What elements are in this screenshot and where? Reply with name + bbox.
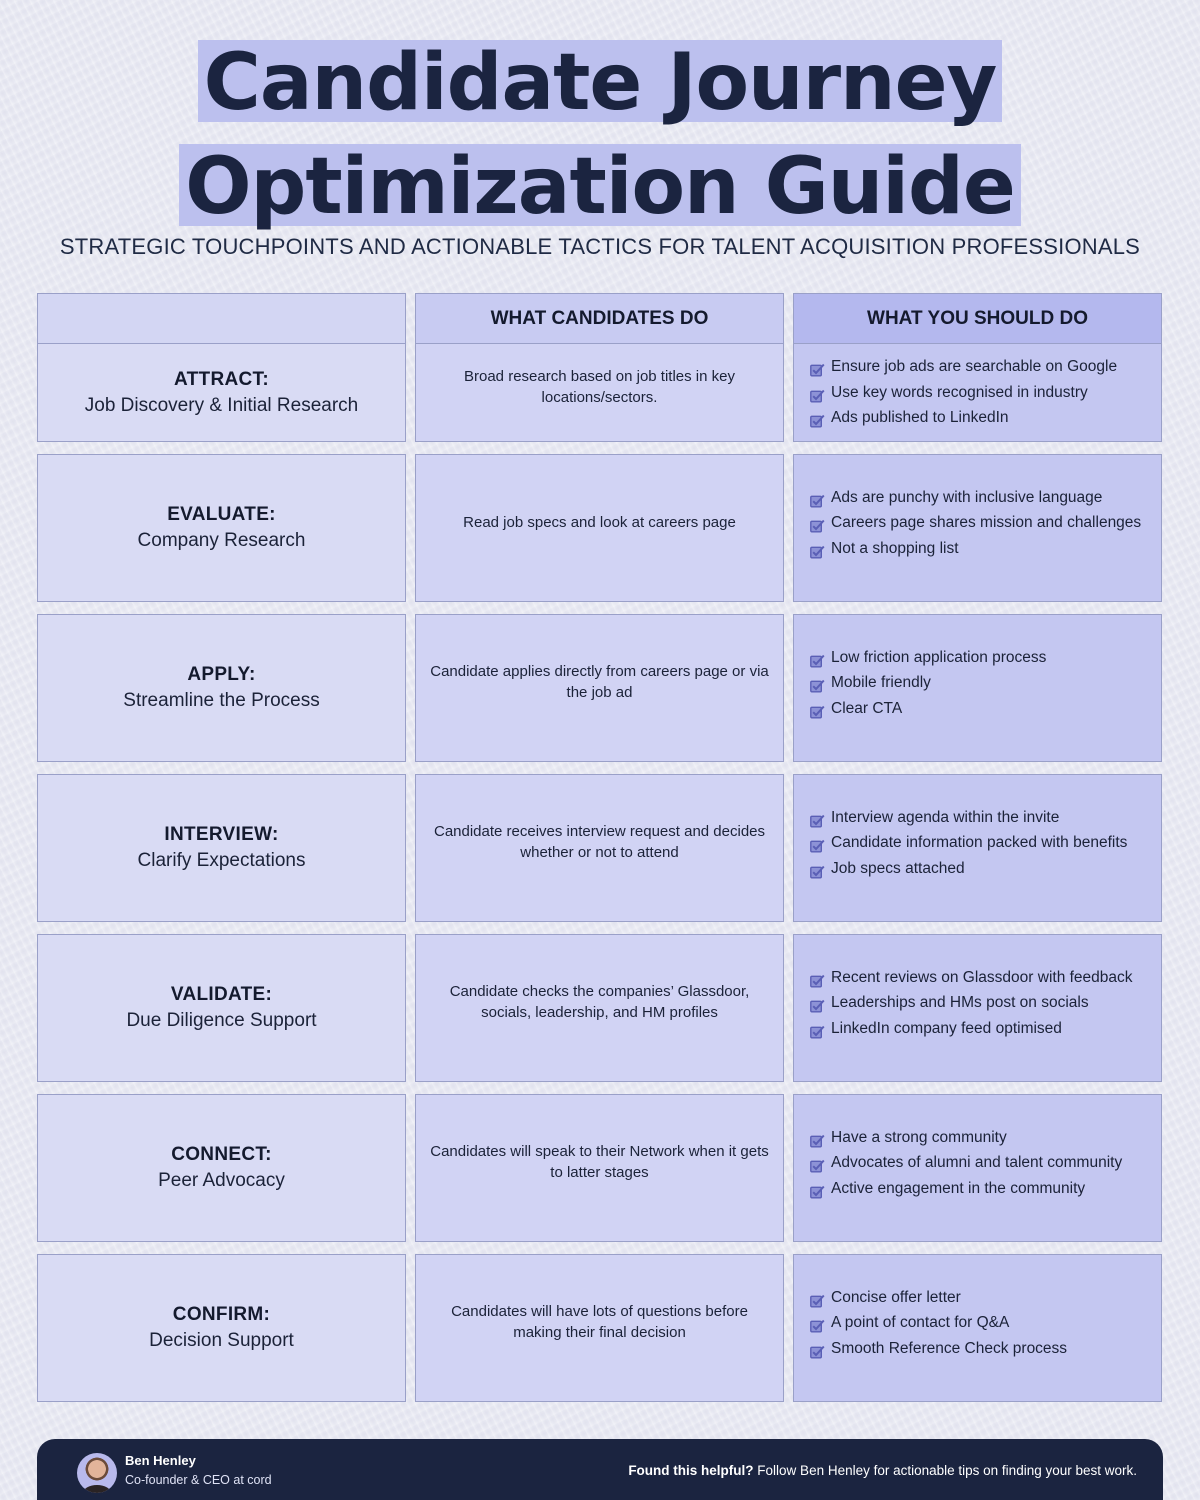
table-row: [37, 1094, 1163, 1242]
action-item: [810, 485, 1161, 511]
stage-cell: [37, 1254, 406, 1402]
author-name: Ben Henley: [125, 1453, 196, 1468]
actions-cell: [793, 454, 1162, 602]
candidates-do-text: Candidates will have lots of questions before making their final decision: [451, 1303, 748, 1341]
stage-name: ATTRACT:: [174, 368, 269, 390]
table-row: [37, 934, 1163, 1082]
checkbox-checked-icon: [810, 836, 825, 850]
stage-name: INTERVIEW:: [164, 824, 279, 845]
cta-text: Follow Ben Henley for actionable tips on finding your best work.: [753, 1463, 1137, 1478]
actions-cell: [793, 1254, 1162, 1402]
footer-banner: [37, 1439, 1163, 1500]
stage-name: EVALUATE:: [167, 504, 276, 525]
action-item: [810, 1016, 1161, 1042]
action-item: [810, 670, 1161, 696]
table-row: [37, 454, 1163, 602]
checkbox-checked-icon: [810, 516, 825, 530]
stage-name: VALIDATE:: [170, 984, 273, 1005]
checkbox-checked-icon: [810, 1131, 825, 1145]
page-subtitle: STRATEGIC TOUCHPOINTS AND ACTIONABLE TACTICS FOR TALENT ACQUISITION PROFESSIONALS: [59, 234, 1141, 259]
author-info: [125, 1452, 272, 1490]
author-role: Co-founder & CEO at cord: [125, 1473, 272, 1487]
action-item: [810, 856, 1161, 882]
journey-table: [37, 293, 1163, 1414]
stage-cell: [37, 1094, 406, 1242]
candidates-do-text: Candidates will speak to their Network when it gets to latter stages: [430, 1143, 769, 1181]
checkbox-checked-icon: [810, 491, 825, 505]
checkbox-checked-icon: [810, 1156, 825, 1170]
header-candidates-do: WHAT CANDIDATES DO: [415, 293, 784, 343]
action-list: [794, 354, 1161, 431]
action-text: Ads are punchy with inclusive language: [831, 488, 1103, 506]
cta-bold: Found this helpful?: [628, 1463, 754, 1478]
checkbox-checked-icon: [810, 702, 825, 716]
checkbox-checked-icon: [810, 862, 825, 876]
action-list: [794, 645, 1161, 722]
checkbox-checked-icon: [810, 386, 825, 400]
header-stage-column: [37, 293, 406, 343]
stage-subtitle: Streamline the Process: [123, 690, 320, 711]
action-text: Use key words recognised in industry: [831, 383, 1088, 401]
actions-cell: [793, 934, 1162, 1082]
checkbox-checked-icon: [810, 1342, 825, 1356]
action-text: Clear CTA: [831, 699, 903, 717]
action-item: [810, 1150, 1161, 1176]
candidates-do-cell: [415, 774, 784, 922]
action-text: Low friction application process: [831, 648, 1047, 666]
candidates-do-text: Candidate applies directly from careers page or via the job ad: [430, 663, 769, 701]
action-item: [810, 1176, 1161, 1202]
checkbox-checked-icon: [810, 360, 825, 374]
action-text: Active engagement in the community: [831, 1179, 1086, 1197]
action-text: Smooth Reference Check process: [831, 1339, 1068, 1357]
table-row: [37, 614, 1163, 762]
checkbox-checked-icon: [810, 651, 825, 665]
candidates-do-text: Read job specs and look at careers page: [463, 513, 736, 531]
action-item: [810, 805, 1161, 831]
title-line-1: Candidate Journey: [198, 40, 1003, 122]
checkbox-checked-icon: [810, 996, 825, 1010]
stage-cell: [37, 614, 406, 762]
action-text: Advocates of alumni and talent community: [831, 1154, 1123, 1172]
action-text: Recent reviews on Glassdoor with feedback: [831, 968, 1133, 986]
actions-cell: [793, 774, 1162, 922]
stage-name: CONFIRM:: [172, 1304, 271, 1325]
stage-cell: [37, 343, 406, 442]
action-item: [810, 1125, 1161, 1151]
header-you-should-do: WHAT YOU SHOULD DO: [793, 293, 1162, 343]
table-row: [37, 774, 1163, 922]
action-item: [810, 1310, 1161, 1336]
table-row: [37, 343, 1163, 442]
action-list: [794, 1285, 1161, 1362]
action-text: Ads published to LinkedIn: [831, 409, 1009, 427]
stage-subtitle: Peer Advocacy: [158, 1170, 285, 1191]
action-list: [794, 965, 1161, 1042]
candidates-do-cell: [415, 614, 784, 762]
stage-subtitle: Decision Support: [149, 1330, 294, 1351]
action-item: [810, 354, 1161, 380]
title-line-2: Optimization Guide: [179, 144, 1021, 226]
candidates-do-cell: [415, 1094, 784, 1242]
avatar: [77, 1453, 117, 1493]
action-item: [810, 965, 1161, 991]
actions-cell: [793, 614, 1162, 762]
action-text: A point of contact for Q&A: [831, 1314, 1010, 1332]
candidates-do-cell: [415, 343, 784, 442]
action-list: [794, 805, 1161, 882]
action-text: Job specs attached: [831, 859, 965, 877]
checkbox-checked-icon: [810, 676, 825, 690]
actions-cell: [793, 343, 1162, 442]
checkbox-checked-icon: [810, 542, 825, 556]
action-item: [810, 510, 1161, 536]
action-item: [810, 990, 1161, 1016]
stage-subtitle: Due Diligence Support: [126, 1010, 317, 1031]
action-item: [810, 830, 1161, 856]
checkbox-checked-icon: [810, 1022, 825, 1036]
candidates-do-text: Candidate checks the companies’ Glassdoor, socials, leadership, and HM profiles: [449, 983, 750, 1021]
action-text: Not a shopping list: [831, 539, 959, 557]
page-title: [0, 38, 1200, 232]
action-text: Have a strong community: [831, 1128, 1007, 1146]
action-item: [810, 696, 1161, 722]
action-item: [810, 1336, 1161, 1362]
action-text: Candidate information packed with benefits: [831, 834, 1128, 852]
action-item: [810, 536, 1161, 562]
action-text: Leaderships and HMs post on socials: [831, 994, 1089, 1012]
table-row: [37, 1254, 1163, 1402]
action-text: Concise offer letter: [831, 1288, 961, 1306]
checkbox-checked-icon: [810, 1182, 825, 1196]
action-list: [794, 485, 1161, 562]
stage-subtitle: Job Discovery & Initial Research: [84, 394, 359, 416]
actions-cell: [793, 1094, 1162, 1242]
action-item: [810, 380, 1161, 406]
action-text: Careers page shares mission and challenges: [831, 514, 1142, 532]
follow-cta: [628, 1463, 1137, 1478]
stage-subtitle: Clarify Expectations: [137, 850, 306, 871]
candidates-do-text: Broad research based on job titles in key locations/sectors.: [464, 367, 735, 406]
stage-name: CONNECT:: [171, 1144, 272, 1165]
action-list: [794, 1125, 1161, 1202]
checkbox-checked-icon: [810, 971, 825, 985]
action-item: [810, 405, 1161, 431]
stage-cell: [37, 774, 406, 922]
stage-subtitle: Company Research: [137, 530, 306, 551]
candidates-do-text: Candidate receives interview request and decides whether or not to attend: [433, 823, 766, 861]
action-text: Interview agenda within the invite: [831, 808, 1060, 826]
checkbox-checked-icon: [810, 411, 825, 425]
action-text: LinkedIn company feed optimised: [831, 1019, 1062, 1037]
checkbox-checked-icon: [810, 1316, 825, 1330]
checkbox-checked-icon: [810, 1291, 825, 1305]
stage-cell: [37, 454, 406, 602]
action-item: [810, 1285, 1161, 1311]
action-text: Ensure job ads are searchable on Google: [831, 358, 1118, 376]
action-item: [810, 645, 1161, 671]
checkbox-checked-icon: [810, 811, 825, 825]
candidates-do-cell: [415, 454, 784, 602]
action-text: Mobile friendly: [831, 674, 931, 692]
stage-name: APPLY:: [187, 664, 256, 685]
stage-cell: [37, 934, 406, 1082]
candidates-do-cell: [415, 1254, 784, 1402]
candidates-do-cell: [415, 934, 784, 1082]
table-header-row: [37, 293, 1163, 343]
